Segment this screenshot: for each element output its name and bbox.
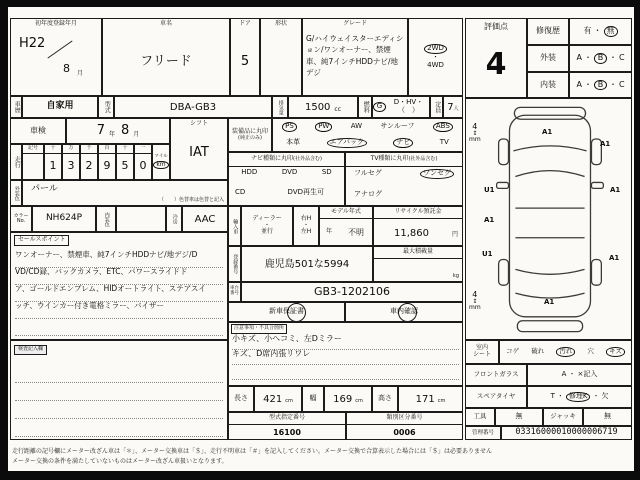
- width-value-cell: 169 cm: [324, 386, 372, 412]
- first-registration-label: 初年度登録年月: [34, 20, 77, 27]
- first-registration-year: H22: [19, 36, 46, 51]
- shift-label: シフト: [189, 120, 208, 127]
- equip-leather: 本革: [286, 138, 301, 147]
- equip-navi-circled: ナビ: [393, 138, 413, 148]
- shaken-year: 7: [96, 122, 105, 138]
- damage-diagram-cell: [465, 98, 632, 340]
- defect-line: 小キズ、小ヘコミ、左Dミラー: [232, 335, 459, 350]
- ext-color-cell: [22, 180, 228, 206]
- management-number-label: 管理番号: [465, 426, 501, 440]
- fuel-label: 燃料: [358, 96, 372, 118]
- tools-label: 工具: [465, 408, 495, 426]
- class-number-label: 類別区分番号: [347, 413, 462, 425]
- grade-value: G/ハイウェイスターエディション/ワンオーナー、禁煙車、純7インチHDDナビ/地デジ: [306, 34, 404, 77]
- tv-analog: アナログ: [354, 190, 382, 198]
- drivetrain-cell: [408, 18, 463, 96]
- door-label: ドア: [239, 20, 251, 27]
- model-year-value: 不明: [348, 228, 364, 238]
- seat-scratch-circled: キズ: [606, 347, 625, 356]
- drive-2wd-circled: 2WD: [424, 44, 447, 54]
- mileage-digit-cell: 一 0: [134, 144, 152, 180]
- jack-value: 無: [583, 408, 632, 426]
- fuel-value-cell: [372, 96, 430, 118]
- height-value-cell: 171 cm: [398, 386, 463, 412]
- damage-mark: A1: [542, 128, 553, 136]
- recycle-label: リサイクル預託金: [374, 207, 462, 219]
- tv-fullseg: フルセグ: [354, 169, 382, 177]
- tv-oneseg-circled: ワンセグ: [420, 169, 454, 179]
- footer-note-line1: 走行距離の記号欄にメーター改ざん車は「＊」、メーター交換車は「＄」、走行不明車は「＃」を記入してください。メーター交換で合算表示した場合には「＄」は必要ありません: [12, 448, 493, 455]
- car-name-label: 車名: [159, 20, 172, 27]
- damage-mark: U1: [482, 250, 493, 258]
- ac-value: AAC: [182, 206, 228, 232]
- cabin-stamp-circle: [398, 303, 417, 322]
- sales-line: ッチ、ウインカー付き電格ミラー、バイザー: [15, 302, 223, 319]
- shaken-value-cell: 7 年 8 月: [66, 118, 170, 144]
- mileage-unit-km-circled: km: [153, 161, 168, 170]
- seat-burn: コゲ: [506, 347, 520, 356]
- grade-cell: [302, 18, 408, 96]
- mileage-unit-mile: マイル: [154, 153, 168, 159]
- capacity-value: 7: [447, 101, 454, 113]
- shape-cell: [260, 18, 302, 96]
- inspector-entry-header: 検査記入欄: [14, 345, 47, 355]
- displacement-value: 1500: [304, 101, 331, 113]
- management-number-value: 03316000010000006719: [501, 426, 632, 440]
- tv-type-header: TV種類に丸印: [370, 155, 409, 163]
- mileage-digit-cell: 十 5: [116, 144, 134, 180]
- mileage-digit-cell: 百 9: [98, 144, 116, 180]
- recycle-value: 11,860: [394, 228, 429, 239]
- cabin-checked-stamp-cell: [345, 302, 463, 322]
- model-code-label: 型式: [98, 96, 114, 118]
- capacity-unit: 人: [453, 106, 459, 113]
- windshield-value-cell: A ・ ×記入: [527, 364, 632, 386]
- damage-mark: U1: [484, 186, 495, 194]
- cabin-checked-label: 車内確認: [390, 307, 418, 316]
- sales-points-cell: [10, 232, 228, 340]
- use-value: 自家用: [22, 96, 98, 118]
- defect-notes-header: 注意事項・不具合箇所: [231, 324, 287, 334]
- import-label: 輸入車: [228, 206, 241, 246]
- registration-label: 登録番号: [228, 246, 241, 282]
- import-dealer-cell: ディーラー ・ 並行: [241, 206, 293, 246]
- month-unit: 月: [77, 70, 84, 77]
- defect-notes-cell: [228, 322, 463, 386]
- type-designation-cell: [228, 412, 346, 440]
- payload-label: 最大積載量: [374, 247, 462, 259]
- interior-b-circled: B: [594, 80, 607, 91]
- warranty-stamp-circle: [287, 303, 306, 322]
- chassis-label: 車台番号: [228, 282, 241, 302]
- use-label: 車歴: [10, 96, 22, 118]
- seat-hole: 穴: [587, 347, 594, 356]
- repair-label-cell: 修復歴: [527, 18, 569, 45]
- cabin-seat-options-cell: [499, 340, 632, 364]
- model-year-label: モデル年式: [320, 207, 372, 219]
- shape-label: 形状: [274, 20, 287, 27]
- ac-label: 冷房: [166, 206, 182, 232]
- equip-abs-circled: ABS: [433, 122, 453, 132]
- first-registration-cell: [10, 18, 102, 96]
- class-number-value: 0006: [393, 428, 416, 438]
- sales-line: VD/CD録、バックカメラ、ETC、パワースライドド: [15, 268, 223, 285]
- model-year-cell: モデル年式 年 不明: [319, 206, 373, 246]
- damage-mark: A1: [484, 216, 495, 224]
- damage-mark: A1: [544, 298, 555, 306]
- equip-aw: AW: [350, 122, 363, 131]
- chassis-value: GB3-1202106: [241, 282, 463, 302]
- spare-tire-label: スペアタイヤ: [465, 386, 527, 408]
- interior-grade-cell: A ・ B ・ C: [569, 72, 632, 98]
- tv-type-cell: TV種類に丸印 (社外品含む) フルセグ ワンセグ アナログ: [345, 152, 463, 206]
- type-designation-value: 16100: [273, 428, 301, 438]
- score-label: 評価点: [484, 22, 508, 31]
- sales-line: ワンオーナー、禁煙車、純7インチHDDナビ/地デジ/D: [15, 251, 223, 268]
- windshield-x-entry: ×記入: [577, 370, 598, 379]
- grade-label: グレード: [342, 20, 367, 27]
- seat-dirt-circled: 汚れ: [556, 347, 575, 356]
- navi-type-cell: ナビ種類に丸印 (社外品含む) HDD DVD SD CD DVD再生可: [228, 152, 345, 206]
- exterior-b-circled: B: [594, 53, 607, 64]
- mileage-digit-cell: 千 2: [80, 144, 98, 180]
- ext-color-value: パール: [31, 184, 58, 194]
- import-handle-cell: 右H ・ 左H: [293, 206, 319, 246]
- displacement-label: 排気量: [272, 96, 288, 118]
- slash-divider: [47, 40, 72, 58]
- recycle-deposit-cell: リサイクル預託金 11,860 円: [373, 206, 463, 246]
- registration-value: 鹿児島501な5994: [241, 246, 373, 282]
- width-value: 169: [333, 393, 353, 405]
- mileage-label: 走行: [10, 144, 22, 180]
- equip-tv: TV: [439, 138, 449, 147]
- type-designation-label: 型式指定番号: [229, 413, 345, 425]
- shift-value: IAT: [189, 144, 209, 160]
- height-value: 171: [415, 393, 435, 405]
- car-name-cell: [102, 18, 230, 96]
- capacity-label: 定員: [430, 96, 443, 118]
- seat-tear: 破れ: [531, 347, 545, 356]
- exterior-grade-cell: A ・ B ・ C: [569, 45, 632, 72]
- damage-mark: A1: [600, 140, 611, 148]
- tools-value: 無: [495, 408, 543, 426]
- equipment-items-cell: [272, 118, 463, 152]
- repair-yes: 有: [583, 26, 592, 36]
- shift-cell: [170, 118, 228, 180]
- footer-note-line2: メーター交換の条件を満たしていないものはメーター改ざん車扱いとなります。: [12, 458, 228, 465]
- damage-mark: A1: [610, 186, 621, 194]
- interior-label-cell: 内装: [527, 72, 569, 98]
- defect-line: キズ、D席内張リワレ: [232, 350, 459, 365]
- scale-mark-top: 4 ↕ mm: [469, 122, 481, 143]
- drive-4wd: 4WD: [427, 60, 444, 69]
- model-code-value: DBA-GB3: [114, 96, 272, 118]
- equip-ps-circled: PS: [282, 122, 297, 132]
- length-label: 長さ: [228, 386, 254, 412]
- jack-label: ジャッキ: [543, 408, 583, 426]
- equip-sunroof: サンルーフ: [380, 122, 415, 131]
- score-cell: [465, 18, 527, 98]
- sales-line: ア、ゴールドエンブレム、HIDオートライト、ステアスイ: [15, 285, 223, 302]
- shaken-label: 車検: [10, 118, 66, 144]
- exterior-label-cell: 外装: [527, 45, 569, 72]
- class-number-cell: [346, 412, 463, 440]
- door-cell: [230, 18, 260, 96]
- color-no-value: NH624P: [32, 206, 96, 232]
- spare-tire-value-cell: T ・ 修理K ・ 欠: [527, 386, 632, 408]
- scale-mark-bottom: 4 ↕ mm: [469, 290, 481, 311]
- color-no-label: カラー No.: [10, 206, 32, 232]
- inspector-entry-cell: [10, 340, 228, 440]
- mileage-symbol-cell: 記号: [22, 144, 44, 180]
- equipment-label-cell: 装備品に丸印 (純正のみ): [228, 118, 272, 152]
- equip-airbag-circled: エアバック: [327, 138, 367, 148]
- repair-no-circled: 無: [604, 26, 618, 37]
- sales-points-header: セールスポイント: [14, 235, 69, 246]
- navi-type-header: ナビ種類に丸印: [251, 155, 294, 163]
- new-car-warranty-stamp-cell: [228, 302, 345, 322]
- door-value: 5: [240, 53, 250, 69]
- drive-separator: ・: [432, 53, 439, 62]
- length-value: 421: [263, 393, 283, 405]
- fuel-other-options: D・HV・（ ）: [393, 98, 424, 114]
- shaken-month: 8: [121, 122, 130, 138]
- width-label: 幅: [302, 386, 324, 412]
- int-color-value: [116, 206, 166, 232]
- displacement-unit: cc: [334, 105, 342, 113]
- mileage-unit-cell: [152, 144, 170, 180]
- capacity-cell: [443, 96, 463, 118]
- new-car-warranty-label: 新車保証書: [269, 307, 304, 316]
- repair-value-cell: 有 ・ 無: [569, 18, 632, 45]
- fuel-gasoline-circled: G: [373, 102, 386, 112]
- length-value-cell: 421 cm: [254, 386, 302, 412]
- car-name-value: フリード: [140, 53, 192, 69]
- score-value: 4: [485, 46, 507, 82]
- windshield-label: フロントガラス: [465, 364, 527, 386]
- cabin-seat-label-cell: 室内 シート: [465, 340, 499, 364]
- damage-mark: A1: [609, 254, 620, 262]
- equip-pw-circled: PW: [315, 122, 332, 132]
- displacement-cell: [288, 96, 358, 118]
- height-label: 高さ: [372, 386, 398, 412]
- first-registration-month: 8: [63, 62, 70, 75]
- int-color-label: 内装色: [96, 206, 116, 232]
- ext-color-label: 外装色: [10, 180, 22, 206]
- mileage-digit-cell: 万 3: [62, 144, 80, 180]
- ext-color-note: （ ）色替車は色替と記入: [158, 196, 224, 203]
- spare-repair-kit-circled: 修理K: [566, 392, 591, 402]
- payload-cell: 最大積載量 kg: [373, 246, 463, 282]
- mileage-digit-cell: 十 1: [44, 144, 62, 180]
